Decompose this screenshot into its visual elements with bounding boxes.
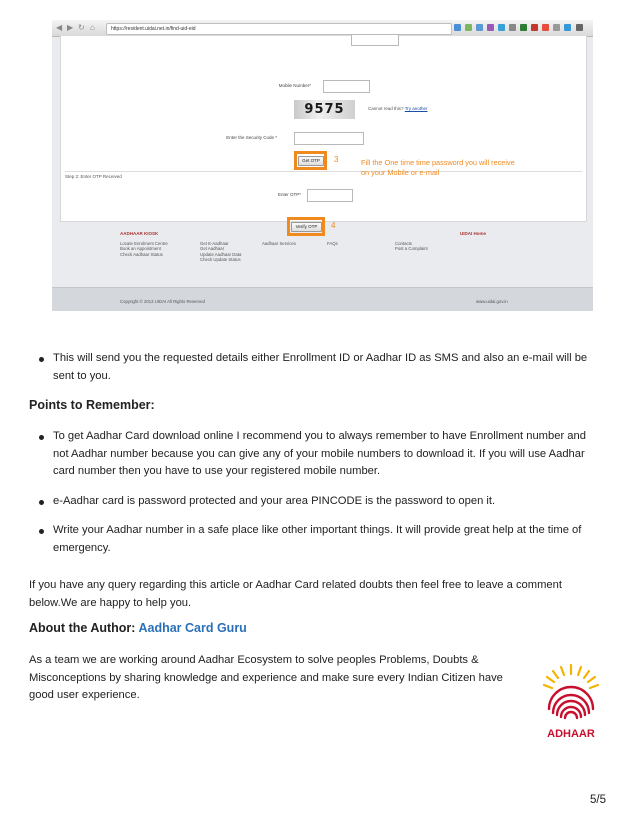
- browser-toolbar: [52, 20, 593, 37]
- bullet-icon: [39, 435, 44, 440]
- bullet-icon: [39, 529, 44, 534]
- query-paragraph: If you have any query regarding this article or Aadhar Card related doubts then feel free to leave a comment below.We are happy to help you.: [29, 579, 562, 609]
- step-marker-4: 4: [331, 221, 336, 230]
- extension-icon: [476, 24, 483, 31]
- extension-icon: [498, 24, 505, 31]
- captcha-image: 9575: [294, 100, 355, 119]
- kiosk-header: AADHAAR KIOSK UIDAI Home: [120, 231, 487, 236]
- get-otp-button: Get OTP: [298, 156, 324, 166]
- uidai-home-link: UIDAI Home: [460, 231, 487, 236]
- embedded-screenshot: [52, 20, 593, 311]
- author-link[interactable]: Aadhar Card Guru: [138, 621, 247, 635]
- list-item: e-Aadhar card is password protected and your area PINCODE is the password to open it.: [36, 493, 596, 511]
- step-2-header: Step 2: Enter OTP Received: [65, 171, 582, 180]
- otp-input: [307, 189, 353, 202]
- mobile-input: [323, 80, 370, 93]
- list-item: This will send you the requested details either Enrollment ID or Aadhar ID as SMS and also an e-mail will be sent to you.: [36, 350, 596, 385]
- kiosk-column-2: Get E-Aadhaar Get Aadhaar Update Aadhaar Data Check Update Status: [200, 241, 242, 262]
- bullet-icon: [39, 500, 44, 505]
- extension-icon: [509, 24, 516, 31]
- find-uid-form: [60, 36, 587, 230]
- copyright-text: Copyright © 2013 UIDAI All Rights Reserved: [120, 299, 205, 304]
- author-bio: As a team we are working around Aadhar Ecosystem to solve peoples Problems, Doubts & Misconceptions by sharing knowledge and experience and make sure every Indian Citizen have good user experience.: [29, 654, 503, 701]
- extension-icon: [564, 24, 571, 31]
- kiosk-column-1: Locate Enrolment Centre Book an Appointment Check Aadhaar Status: [120, 241, 168, 257]
- captcha-help: Cannot read this? Try another: [368, 106, 428, 111]
- list-item: Write your Aadhar number in a safe place like other important things. It will provide great help at the time of emergency.: [36, 522, 596, 557]
- security-code-input: [294, 132, 364, 145]
- logo-wordmark: ADHAAR: [547, 728, 595, 740]
- site-url: www.uidai.gov.in: [476, 299, 508, 304]
- back-arrow-icon: ◀: [56, 23, 63, 32]
- kiosk-column-4: FAQs: [327, 241, 338, 246]
- reload-icon: ↻: [78, 23, 85, 32]
- home-icon: ⌂: [90, 23, 95, 32]
- try-another-link: Try another: [404, 106, 428, 111]
- verify-otp-button: Verify OTP: [291, 222, 322, 232]
- email-input-partial: [351, 34, 399, 46]
- bullet-icon: [39, 357, 44, 362]
- otp-instruction-note: Fill the One time time password you will receive on your Mobile or e-mail: [361, 158, 515, 177]
- extension-icon: [553, 24, 560, 31]
- points-list: [36, 428, 596, 557]
- site-footer: [52, 287, 593, 311]
- intro-bullet-list: [36, 350, 596, 385]
- aadhaar-logo: [539, 661, 603, 743]
- extension-icon: [465, 24, 472, 31]
- forward-arrow-icon: ▶: [67, 23, 74, 32]
- kiosk-column-5: Contacts Post a Complaint: [395, 241, 428, 252]
- list-item: To get Aadhar Card download online I recommend you to always remember to have Enrollment number and not Aadhar number because you can give any of your mobile numbers to download it. If you will use Aadhar card number then you have to use your registered mobile number.: [36, 428, 596, 481]
- otp-label: Enter OTP*: [277, 192, 301, 197]
- security-code-label: Enter the Security Code *: [226, 135, 277, 140]
- extension-icon: [520, 24, 527, 31]
- points-heading: Points to Remember:: [29, 398, 155, 412]
- extension-icon: [542, 24, 549, 31]
- kiosk-column-3: Aadhaar Services: [262, 241, 296, 246]
- page-number: 5/5: [590, 794, 606, 806]
- extension-icon: [487, 24, 494, 31]
- menu-icon: [576, 24, 583, 31]
- about-author-heading: About the Author: Aadhar Card Guru: [29, 621, 247, 635]
- address-bar: https://resident.uidai.net.in/find-uid-eid: [106, 23, 452, 35]
- mobile-label: Mobile Number*: [278, 83, 311, 88]
- step-marker-3: 3: [334, 155, 339, 164]
- extension-icon: [454, 24, 461, 31]
- extension-icon: [531, 24, 538, 31]
